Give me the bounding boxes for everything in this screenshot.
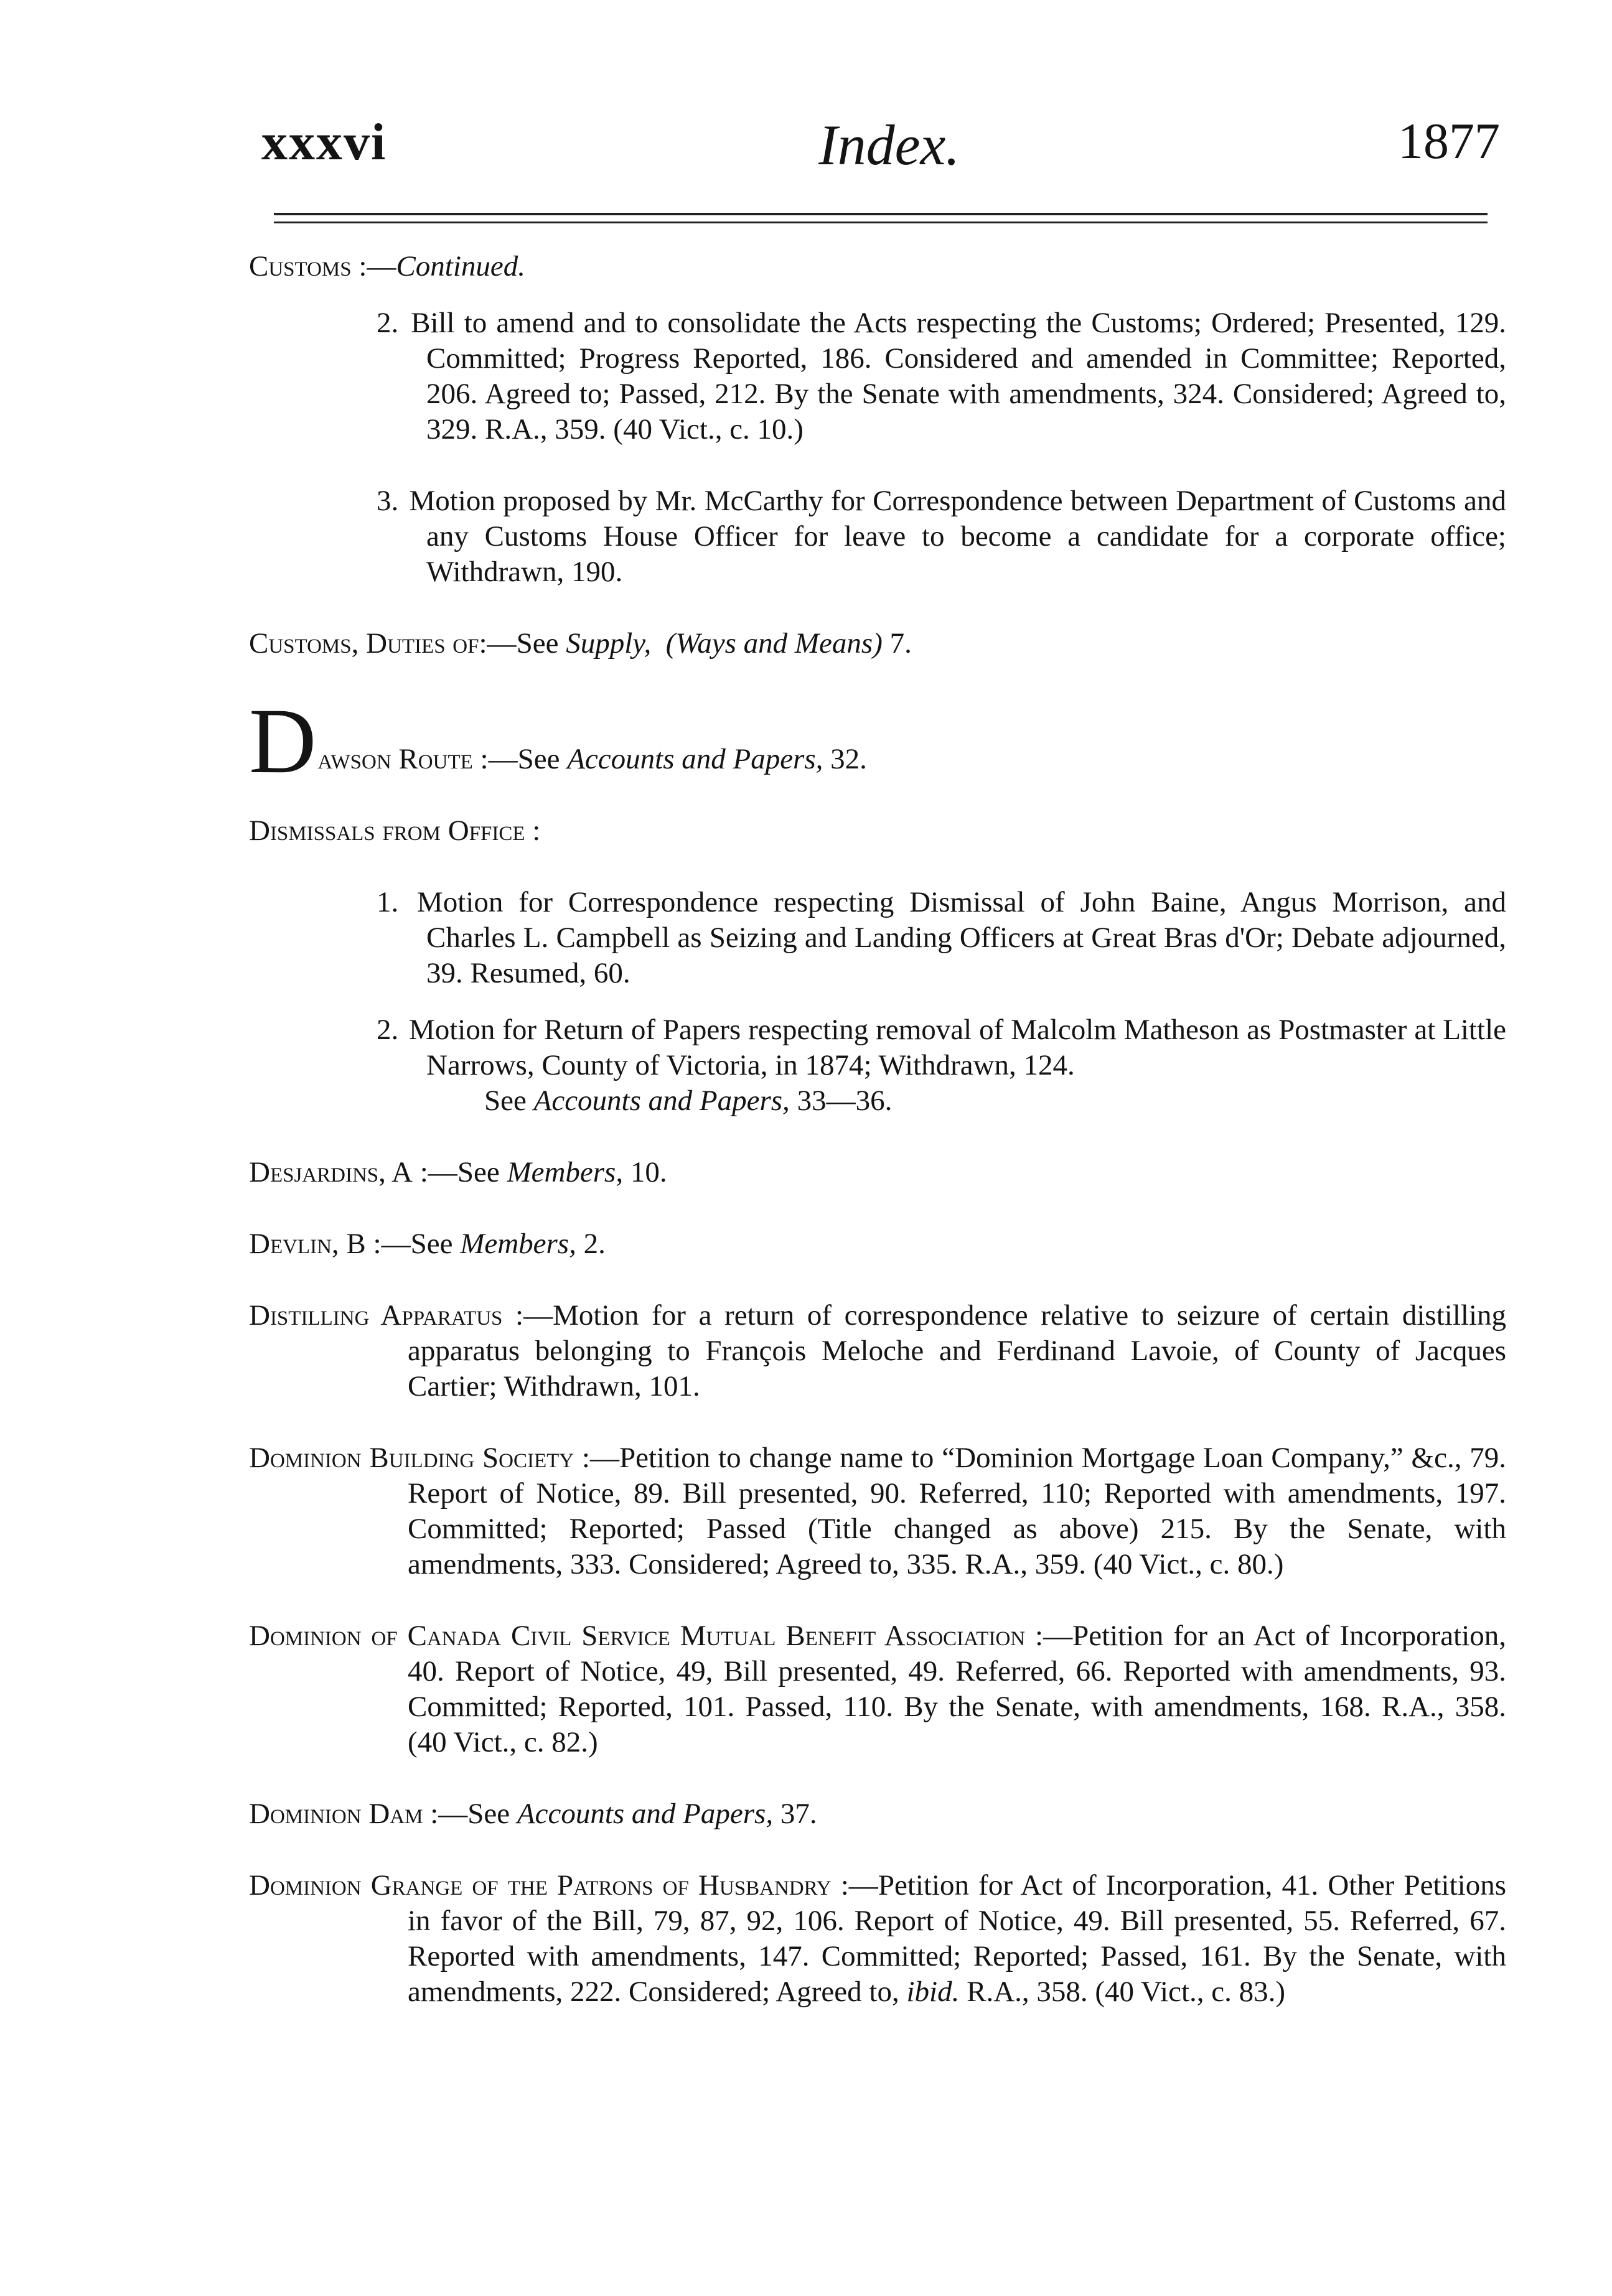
- entry-heading: Desjardins, A: [249, 1156, 413, 1188]
- entry-customs-continued: Customs :—Continued.: [249, 250, 526, 282]
- entry-dominion-dam: Dominion Dam :—See Accounts and Papers, 37.: [249, 1798, 817, 1830]
- see-label: See: [457, 1156, 500, 1188]
- drop-cap-letter: D: [249, 689, 317, 793]
- see-label: See: [410, 1228, 453, 1260]
- dismissals-item-1: 1. Motion for Correspondence respecting Dismissal of John Baine, Angus Morrison, and Charles L. Campbell as Seizing and Landing Officers at Great Bras d'Or; Debate adjourned, 39. Resumed, 60.: [377, 886, 1507, 989]
- see-label: See: [484, 1085, 527, 1117]
- entry-heading: Dominion Grange of the Patrons of Husbandry: [249, 1869, 832, 1902]
- reference-number: 10.: [630, 1156, 667, 1188]
- entry-heading: Dominion Dam: [249, 1798, 423, 1830]
- entry-desjardins: Desjardins, A :—See Members, 10.: [249, 1156, 667, 1188]
- entry-customs-duties: Customs, Duties of:—See Supply, (Ways and Means) 7.: [249, 627, 912, 660]
- entry-text: Petition to change name to “Dominion Mortgage Loan Company,” &c., 79. Report of Notice, 89. Bill presented, 90. Referred, 110; Reported with amendments, 197. Committed; Reported; Passed (Title changed as above) 215. By the Senate, with amendments, 333. Considered; Agreed to, 335. R.A., 359. (40 Vict., c. 80.): [408, 1442, 1506, 1580]
- cross-reference: Members,: [507, 1156, 624, 1188]
- page-number: xxxvi: [261, 113, 387, 171]
- reference-number: 33—36.: [797, 1085, 893, 1117]
- entry-dawson-route: Dawson Route :—See Accounts and Papers, 32.: [249, 689, 867, 793]
- header-year: 1877: [1398, 113, 1500, 169]
- see-label: See: [467, 1798, 510, 1830]
- dismissals-item-2: 2. Motion for Return of Papers respecting removal of Malcolm Matheson as Postmaster at Little Narrows, County of Victoria, in 1874; Withdrawn, 124.: [377, 1014, 1507, 1081]
- cross-reference: Accounts and Papers,: [533, 1085, 790, 1117]
- item-text: Motion for Correspondence respecting Dismissal of John Baine, Angus Morrison, and Charles L. Campbell as Seizing and Landing Officers at Great Bras d'Or; Debate adjourned, 39. Resumed, 60.: [416, 886, 1507, 989]
- entry-distilling-apparatus: Distilling Apparatus :—Motion for a return of correspondence relative to seizure of certain distilling apparatus belonging to François Meloche and Ferdinand Lavoie, of County of Jacques Cartier; Withdrawn, 101.: [249, 1299, 1507, 1402]
- see-label: See: [517, 743, 560, 775]
- header-rule-bottom: [274, 222, 1488, 223]
- cross-reference: (Ways and Means): [665, 627, 883, 660]
- entry-heading: Dominion of Canada Civil Service Mutual Benefit Association: [249, 1620, 1026, 1652]
- entry-dominion-grange: Dominion Grange of the Patrons of Husbandry :—Petition for Act of Incorporation, 41. Other Petitions in favor of the Bill, 79, 87, 92, 106. Report of Notice, 49. Bill presented, 55. Referred, 67. Reported with amendments, 147. Committed; Reported; Passed, 161. By the Senate, with amendments, 222. Considered; Agreed to, ibid. R.A., 358. (40 Vict., c. 83.): [249, 1869, 1506, 2008]
- page-header: [261, 112, 1500, 187]
- reference-number: 2.: [583, 1228, 606, 1260]
- entry-heading: Customs, Duties of: [249, 627, 479, 660]
- item-text: Motion for Return of Papers respecting removal of Malcolm Matheson as Postmaster at Little Narrows, County of Victoria, in 1874; Withdrawn, 124.: [408, 1014, 1507, 1081]
- entry-text-continued: R.A., 358. (40 Vict., c. 83.): [967, 1976, 1286, 2008]
- page-title: Index.: [818, 113, 960, 177]
- reference-number: 32.: [830, 743, 867, 775]
- reference-number: 7.: [889, 627, 912, 660]
- entry-heading: Customs: [249, 250, 352, 282]
- header-rule-top: [274, 213, 1488, 215]
- item-text: Motion proposed by Mr. McCarthy for Correspondence between Department of Customs and any Customs House Officer for leave to become a candidate for a corporate office; Withdrawn, 190.: [409, 485, 1506, 588]
- index-content: [249, 249, 1506, 2010]
- cross-reference: Supply,: [566, 627, 652, 660]
- entry-heading: Devlin, B: [249, 1228, 366, 1260]
- cross-reference: Members,: [460, 1228, 576, 1260]
- entry-heading: Dismissals from Office: [249, 814, 525, 847]
- see-label: See: [516, 627, 559, 660]
- continued-label: Continued.: [396, 250, 526, 282]
- entry-heading: Distilling Apparatus: [249, 1299, 503, 1332]
- entry-heading: awson Route: [317, 743, 473, 775]
- entry-heading: Dominion Building Society: [249, 1442, 574, 1474]
- entry-text: Motion for a return of correspondence relative to seizure of certain distilling apparatus belonging to François Meloche and Ferdinand Lavoie, of County of Jacques Cartier; Withdrawn, 101.: [408, 1299, 1507, 1402]
- entry-dismissals: Dismissals from Office :: [249, 814, 541, 847]
- cross-reference: Accounts and Papers,: [517, 1798, 774, 1830]
- reference-number: 37.: [780, 1798, 817, 1830]
- entry-dominion-civil-service: Dominion of Canada Civil Service Mutual Benefit Association :—Petition for an Act of Incorporation, 40. Report of Notice, 49, Bill presented, 49. Referred, 66. Reported with amendments, 93. Committed; Reported, 101. Passed, 110. By the Senate, with amendments, 168. R.A., 358. (40 Vict., c. 82.): [249, 1620, 1507, 1758]
- cross-reference: Accounts and Papers,: [567, 743, 823, 775]
- item-text: Bill to amend and to consolidate the Acts respecting the Customs; Ordered; Presented, 129. Committed; Progress Reported, 186. Considered and amended in Committee; Reported, 206. Agreed to; Passed, 212. By the Senate with amendments, 324. Considered; Agreed to, 329. R.A., 359. (40 Vict., c. 10.): [411, 307, 1506, 446]
- ibid-reference: ibid.: [906, 1976, 960, 2008]
- dismissals-see-also: [249, 1083, 1506, 1119]
- entry-devlin: Devlin, B :—See Members, 2.: [249, 1228, 606, 1260]
- customs-item-3: 3. Motion proposed by Mr. McCarthy for Correspondence between Department of Customs and any Customs House Officer for leave to become a candidate for a corporate office; Withdrawn, 190.: [377, 485, 1506, 588]
- entry-dominion-building-society: Dominion Building Society :—Petition to change name to “Dominion Mortgage Loan Company,” &c., 79. Report of Notice, 89. Bill presented, 90. Referred, 110; Reported with amendments, 197. Committed; Reported; Passed (Title changed as above) 215. By the Senate, with amendments, 333. Considered; Agreed to, 335. R.A., 359. (40 Vict., c. 80.): [249, 1442, 1506, 1580]
- entry-text: Petition for an Act of Incorporation, 40. Report of Notice, 49, Bill presented, 49. Referred, 66. Reported with amendments, 93. Committed; Reported, 101. Passed, 110. By the Senate, with amendments, 168. R.A., 358. (40 Vict., c. 82.): [408, 1620, 1507, 1758]
- customs-item-2: 2. Bill to amend and to consolidate the Acts respecting the Customs; Ordered; Presented, 129. Committed; Progress Reported, 186. Considered and amended in Committee; Reported, 206. Agreed to; Passed, 212. By the Senate with amendments, 324. Considered; Agreed to, 329. R.A., 359. (40 Vict., c. 10.): [377, 307, 1506, 446]
- entry-text: Petition for Act of Incorporation, 41. Other Petitions in favor of the Bill, 79, 87, 92, 106. Report of Notice, 49. Bill presented, 55. Referred, 67. Reported with amendments, 147. Committed; Reported; Passed, 161. By the Senate, with amendments, 222. Considered; Agreed to,: [408, 1869, 1506, 2008]
